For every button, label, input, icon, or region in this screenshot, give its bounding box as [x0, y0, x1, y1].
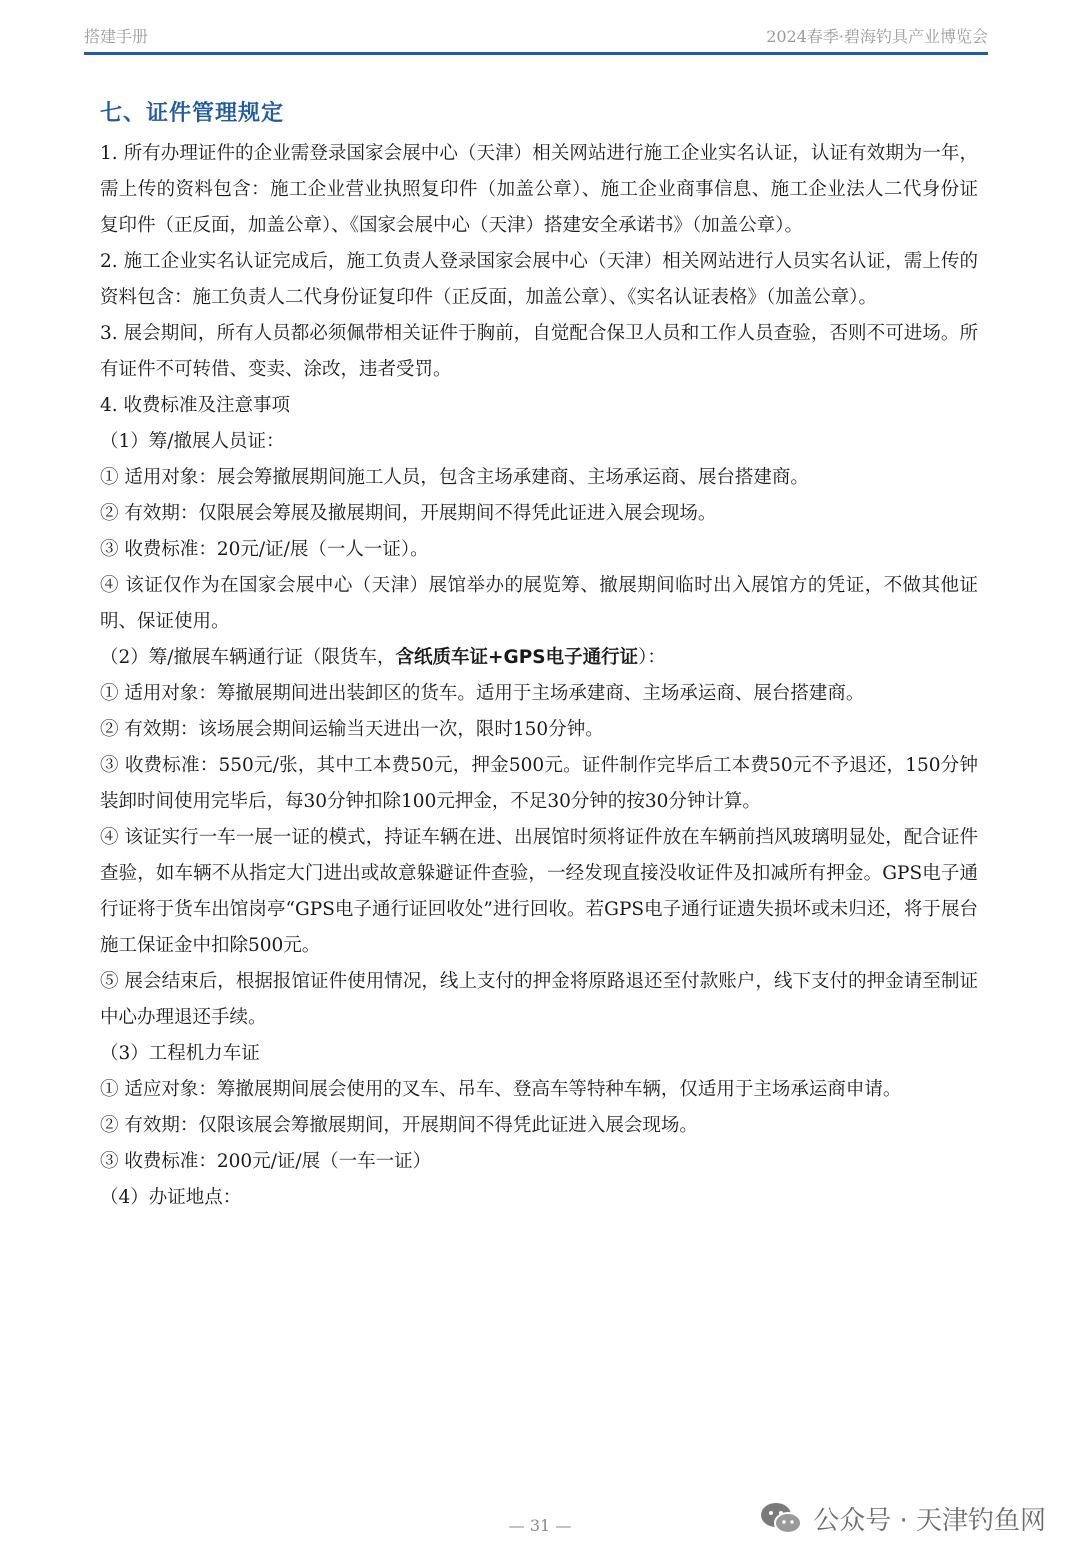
subsection-2-item-2: ② 有效期：该场展会期间运输当天进出一次，限时150分钟。 — [100, 719, 604, 740]
watermark — [759, 1496, 1046, 1540]
subsection-2-item-1: ① 适用对象：筹撤展期间进出装卸区的货车。适用于主场承建商、主场承运商、展台搭建商。 — [100, 683, 865, 704]
subsection-1-title: （1）筹/撤展人员证： — [100, 431, 285, 452]
wechat-icon — [759, 1501, 803, 1535]
subsection-3-title: （3）工程机力车证 — [100, 1043, 260, 1064]
subsection-2-title-bold: 含纸质车证+GPS电子通行证 — [395, 647, 639, 668]
subsection-1-item-2: ② 有效期：仅限展会筹展及撤展期间，开展期间不得凭此证进入展会现场。 — [100, 503, 717, 524]
subsection-1-item-4: ④ 该证仅作为在国家会展中心（天津）展馆举办的展览筹、撤展期间临时出入展馆方的凭证，不做其他证明、保证使用。 — [100, 575, 978, 632]
watermark-text: 公众号 · 天津钓鱼网 — [813, 1505, 1046, 1536]
paragraph-3: 3. 展会期间，所有人员都必须佩带相关证件于胸前，自觉配合保卫人员和工作人员查验，否则不可进场。所有证件不可转借、变卖、涂改，违者受罚。 — [100, 323, 978, 380]
subsection-3-item-3: ③ 收费标准：200元/证/展（一车一证） — [100, 1151, 432, 1172]
subsection-3-item-1: ① 适应对象：筹撤展期间展会使用的叉车、吊车、登高车等特种车辆，仅适用于主场承运商申请。 — [100, 1079, 902, 1100]
subsection-2-item-4: ④ 该证实行一车一展一证的模式，持证车辆在进、出展馆时须将证件放在车辆前挡风玻璃明显处，配合证件查验，如车辆不从指定大门进出或故意躲避证件查验，一经发现直接没收证件及扣减所有押金。GPS电子通行证将于货车出馆岗亭“GPS电子通行证回收处”进行回收。若GPS电子通行证遗失损坏或未归还，将于展台施工保证金中扣除500元。 — [100, 827, 978, 956]
subsection-4-title: （4）办证地点： — [100, 1187, 242, 1208]
header-divider — [84, 52, 988, 55]
section-title: 七、证件管理规定 — [100, 101, 285, 126]
paragraph-1: 1. 所有办理证件的企业需登录国家会展中心（天津）相关网站进行施工企业实名认证，认证有效期为一年，需上传的资料包含：施工企业营业执照复印件（加盖公章）、施工企业商事信息、施工企业法人二代身份证复印件（正反面，加盖公章）、《国家会展中心（天津）搭建安全承诺书》（加盖公章）。 — [100, 143, 978, 236]
subsection-2-item-3: ③ 收费标准：550元/张，其中工本费50元，押金500元。证件制作完毕后工本费50元不予退还，150分钟装卸时间使用完毕后，每30分钟扣除100元押金，不足30分钟的按30分钟计算。 — [100, 755, 978, 812]
header-left-title: 搭建手册 — [84, 27, 149, 46]
header-right-title: 2024春季·碧海钓具产业博览会 — [766, 27, 988, 46]
subsection-2-title — [100, 640, 978, 676]
document-body — [100, 136, 978, 1216]
paragraph-4: 4. 收费标准及注意事项 — [100, 395, 291, 416]
page-number: — 31 — — [508, 1516, 572, 1535]
page-header — [84, 24, 988, 54]
subsection-1-item-3: ③ 收费标准：20元/证/展（一人一证）。 — [100, 539, 429, 560]
subsection-3-item-2: ② 有效期：仅限该展会筹撤展期间，开展期间不得凭此证进入展会现场。 — [100, 1115, 698, 1136]
subsection-1-item-1: ① 适用对象：展会筹撤展期间施工人员，包含主场承建商、主场承运商、展台搭建商。 — [100, 467, 809, 488]
subsection-2-title-suffix: ）： — [638, 647, 666, 668]
subsection-2-item-5: ⑤ 展会结束后，根据报馆证件使用情况，线上支付的押金将原路退还至付款账户，线下支付的押金请至制证中心办理退还手续。 — [100, 971, 978, 1028]
paragraph-2: 2. 施工企业实名认证完成后，施工负责人登录国家会展中心（天津）相关网站进行人员实名认证，需上传的资料包含：施工负责人二代身份证复印件（正反面，加盖公章）、《实名认证表格》（加盖公章）。 — [100, 251, 978, 308]
subsection-2-title-prefix: （2）筹/撤展车辆通行证（限货车， — [100, 647, 396, 668]
